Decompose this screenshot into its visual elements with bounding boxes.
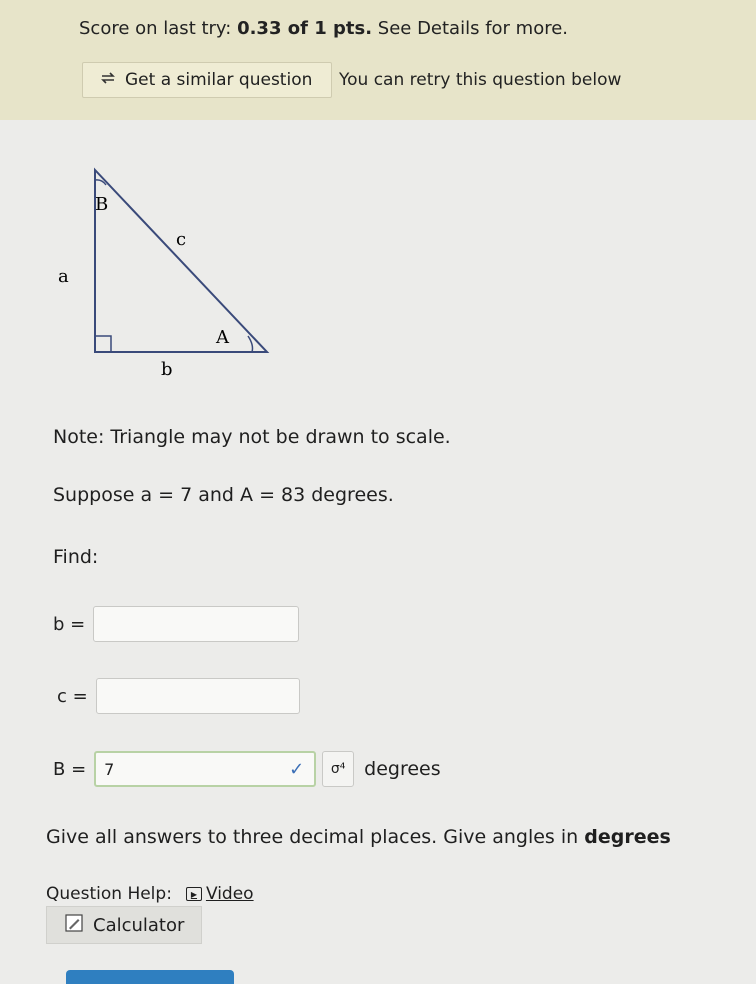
answer-label-c: c =: [57, 685, 88, 707]
similar-question-label: Get a similar question: [125, 70, 313, 90]
triangle-figure: [40, 155, 300, 395]
similar-question-button[interactable]: [82, 62, 332, 98]
scale-note: Note: Triangle may not be drawn to scale.: [53, 426, 451, 448]
answer-input-B[interactable]: [94, 751, 316, 787]
given-values: Suppose a = 7 and A = 83 degrees.: [53, 484, 394, 506]
pencil-square-icon: [65, 914, 83, 937]
calculator-label: Calculator: [93, 914, 185, 936]
score-suffix: See Details for more.: [372, 18, 569, 39]
answer-row-B: [53, 751, 441, 787]
answer-value-B: 7: [104, 759, 115, 779]
label-c: c: [176, 229, 187, 250]
retry-note: You can retry this question below: [339, 70, 622, 90]
find-label: Find:: [53, 546, 99, 568]
math-symbol-button[interactable]: σ⁴: [322, 751, 354, 787]
answer-row-c: [57, 678, 300, 714]
degrees-unit: degrees: [364, 758, 441, 780]
answer-label-b: b =: [53, 613, 86, 635]
instructions-emphasis: degrees: [584, 826, 671, 848]
answer-input-c[interactable]: [96, 678, 300, 714]
video-link[interactable]: [186, 884, 254, 904]
refresh-arrows-icon: [99, 70, 117, 91]
checkmark-icon: ✓: [289, 758, 305, 780]
label-a: a: [58, 266, 69, 287]
score-prefix: Score on last try:: [79, 18, 238, 39]
score-line: [79, 18, 568, 39]
instructions: [46, 826, 671, 848]
answer-label-B: B =: [53, 758, 87, 780]
score-banner: [0, 0, 756, 120]
answer-row-b: [53, 606, 299, 642]
label-B: B: [95, 194, 109, 215]
label-A: A: [216, 327, 229, 348]
play-icon: ▶: [186, 887, 202, 901]
label-b: b: [161, 359, 173, 380]
answer-input-b[interactable]: [93, 606, 299, 642]
video-label: Video: [205, 884, 254, 904]
question-help: [46, 884, 254, 904]
calculator-button[interactable]: [46, 906, 202, 944]
score-value: 0.33 of 1 pts.: [237, 18, 373, 39]
instructions-text: Give all answers to three decimal places. Give angles in: [46, 826, 585, 848]
question-help-label: Question Help:: [46, 884, 172, 904]
